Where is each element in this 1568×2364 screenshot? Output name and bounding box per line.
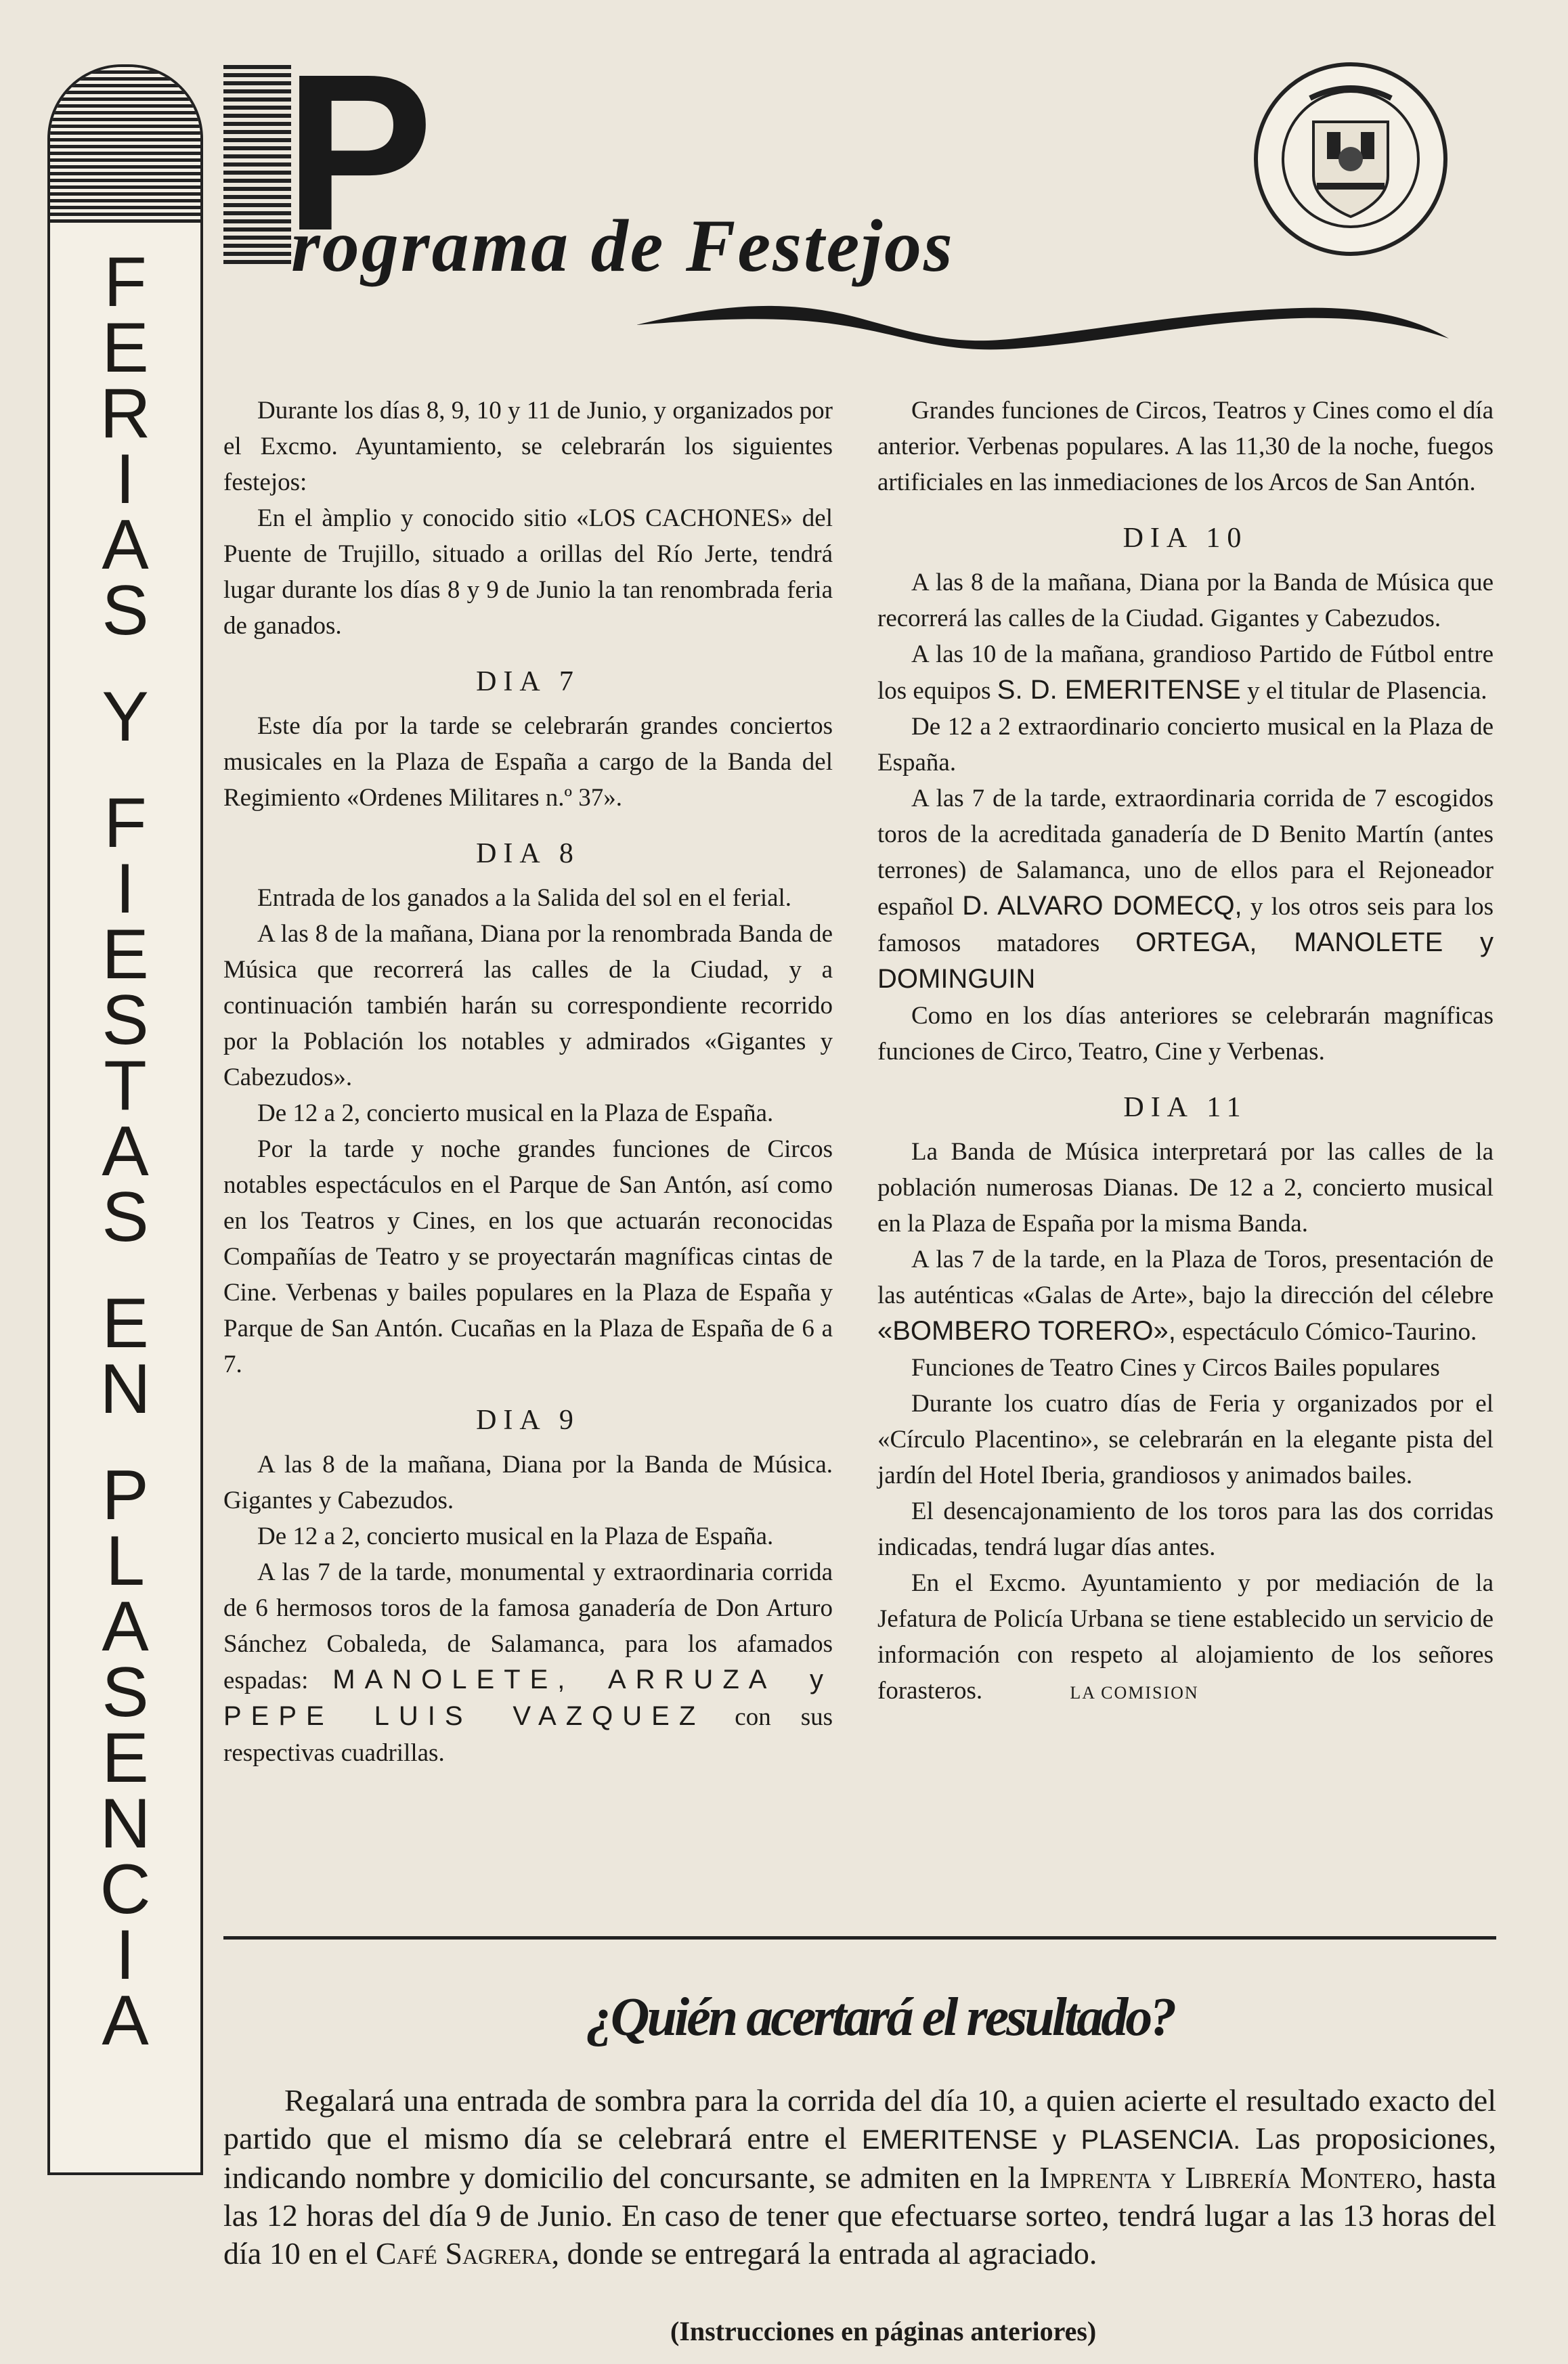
banner-letter: I [115, 440, 135, 519]
corrida-10-text: A las 7 de la tarde, extraordinaria corrida de 7 escogidos toros de la acreditada ganadería de D Benito Martín (antes terrones) de Salamanca, uno de ellos para el Rejoneador español [877, 785, 1494, 921]
day-7-heading: DIA 7 [476, 666, 580, 697]
contest-text-4: donde se entregará la entrada al agraciado. [567, 2236, 1097, 2271]
banner-letter: S [102, 981, 149, 1059]
continued-paragraph: Grandes funciones de Circos, Teatros y Cines como el día anterior. Verbenas populares. A las 11,30 de la noche, fuegos artificiales en las inmediaciones de los Arcos de San Antón. [877, 397, 1494, 496]
day-9-paragraph-2: De 12 a 2, concierto musical en la Plaza de España. [257, 1523, 774, 1550]
rejoneador-name: D. ALVARO DOMECQ, [962, 891, 1242, 921]
matadores-names: ORTEGA, MANOLETE y DOMINGUIN [877, 927, 1494, 994]
day-11-paragraph-5: El desencajonamiento de los toros para las dos corridas indicadas, tendrá lugar días antes. [877, 1497, 1494, 1561]
banner-letter: E [102, 1284, 149, 1363]
cattle-fair-paragraph: En el àmplio y conocido sitio «LOS CACHONES» del Puente de Trujillo, situado a orillas del Río Jerte, tendrá lugar durante los días 8 y 9 de Junio la tan renombrada feria de ganados. [223, 504, 833, 640]
day-11-paragraph-3: Funciones de Teatro Cines y Circos Bailes populares [911, 1354, 1440, 1382]
football-end-text: y el titular de Plasencia. [1247, 677, 1487, 705]
matadores-text: y los otros seis para los famosos matadores [877, 893, 1494, 957]
day-8-paragraph-3: De 12 a 2, concierto musical en la Plaza de España. [257, 1099, 774, 1127]
banner-letter: A [102, 1982, 149, 2060]
banner-letter: A [102, 1588, 149, 1666]
corrida-text: A las 7 de la tarde, monumental y extraordinaria corrida de 6 hermosos toros de la famosa ganadería de Don Arturo Sánchez Cobaleda, de Salamanca, para los afamados espadas: [223, 1558, 833, 1694]
day-10-paragraph-4 [877, 781, 1494, 998]
day-7-paragraph: Este día por la tarde se celebrarán grandes conciertos musicales en la Plaza de España a cargo de la Banda del Regimiento «Ordenes Militares n.º 37». [223, 712, 833, 812]
signoff: LA COMISION [1070, 1683, 1199, 1703]
day-10-paragraph-2 [877, 636, 1494, 709]
day-10-paragraph-1: A las 8 de la mañana, Diana por la Banda de Música que recorrerá las calles de la Ciudad. Gigantes y Cabezudos. [877, 569, 1494, 632]
title-initial: P [284, 27, 434, 277]
day-8-paragraph-1: Entrada de los ganados a la Salida del sol en el ferial. [257, 884, 792, 912]
banner-letter: N [100, 1785, 151, 1863]
information-text: En el Excmo. Ayuntamiento y por mediación de la Jefatura de Policía Urbana se tiene establecido un servicio de información con respeto al alojamiento de los señores forasteros. [877, 1569, 1494, 1705]
banner-letter: E [102, 1719, 149, 1797]
day-9-paragraph-3 [223, 1554, 833, 1771]
title-stripe-block [223, 61, 291, 264]
contest-headline: ¿Quién acertará el resultado? [586, 1988, 1175, 2047]
day-8-paragraph-4: Por la tarde y noche grandes funciones de Circos notables espectáculos en el Parque de San Antón, así como en los Teatros y Cines, en los que actuarán reconocidas Compañías de Teatro y se proyectarán magníficas cintas de Cine. Verbenas y bailes populares en la Plaza de España y Parque de San Antón. Cucañas en la Plaza de España de 6 a 7. [223, 1135, 833, 1378]
banner-stripes [50, 67, 200, 223]
day-11-heading: DIA 11 [1123, 1092, 1248, 1123]
banner-letter: T [104, 1047, 147, 1125]
banner-letter: S [102, 571, 149, 650]
team-name: S. D. EMERITENSE [997, 675, 1241, 705]
title-swash-ornament [636, 291, 1449, 352]
banner-letter: E [102, 309, 149, 387]
printer-name: Imprenta y Librería Montero, [1039, 2160, 1424, 2195]
football-text: A las 10 de la mañana, grandioso Partido de Fútbol entre los equipos [877, 640, 1494, 705]
banner-letter: N [100, 1350, 151, 1428]
banner-letter: A [102, 1112, 149, 1191]
day-11-paragraph-2 [877, 1242, 1494, 1350]
footer-note: (Instrucciones en páginas anteriores) [670, 2316, 1097, 2346]
bombero-torero: «BOMBERO TORERO», [877, 1316, 1176, 1346]
cafe-name: Café Sagrera, [375, 2236, 560, 2271]
contest-text-2: Las proposiciones, indicando nombre y domicilio del concursante, se admiten en la [223, 2121, 1497, 2195]
day-8-paragraph-2: A las 8 de la mañana, Diana por la renombrada Banda de Música que recorrerá las calles de la Ciudad, y a continuación también harán su correspondiente recorrido por la Población los notables y admirados «Gigantes y Cabezudos». [223, 920, 833, 1091]
day-8-heading: DIA 8 [476, 838, 580, 869]
espectaculo-text: espectáculo Cómico-Taurino. [1182, 1318, 1477, 1346]
galas-text: A las 7 de la tarde, en la Plaza de Toros, presentación de las auténticas «Galas de Arte», bajo la dirección del célebre [877, 1246, 1494, 1309]
bullfighters-names: MANOLETE, ARRUZA y PEPE LUIS VAZQUEZ [223, 1665, 833, 1731]
day-11-paragraph-6 [877, 1565, 1494, 1711]
contest-paragraph [223, 2082, 1496, 2273]
banner-letter: R [100, 374, 151, 453]
banner-letter: S [102, 1653, 149, 1732]
day-11-paragraph-1: La Banda de Música interpretará por las calles de la población numerosas Dianas. De 12 a 2, concierto musical en la Plaza de España por la misma Banda. [877, 1138, 1494, 1238]
banner-letter: L [106, 1522, 145, 1600]
contest-text-3: hasta las 12 horas del día 9 de Junio. En caso de tener que efectuarse sorteo, tendrá lugar a las 13 horas del día 10 en el [223, 2160, 1497, 2271]
banner-letter: F [104, 784, 147, 862]
right-column [877, 393, 1494, 1711]
day-9-paragraph-1: A las 8 de la mañana, Diana por la Banda de Música. Gigantes y Cabezudos. [223, 1451, 833, 1514]
day-10-paragraph-5: Como en los días anteriores se celebrarán magníficas funciones de Circo, Teatro, Cine y Verbenas. [877, 1002, 1494, 1066]
banner-text [50, 223, 200, 2060]
banner-letter: A [102, 506, 149, 584]
corrida-end-text: con sus respectivas cuadrillas. [223, 1703, 833, 1767]
day-11-paragraph-4: Durante los cuatro días de Feria y organizados por el «Círculo Placentino», se celebrarán en la elegante pista del jardín del Hotel Iberia, grandiosos y animados bailes. [877, 1390, 1494, 1489]
banner-letter: Y [102, 678, 149, 756]
banner-letter: I [115, 850, 135, 928]
banner-letter: C [100, 1850, 151, 1929]
page-title: rograma de Festejos [291, 204, 955, 287]
day-10-heading: DIA 10 [1123, 523, 1248, 554]
day-10-paragraph-3: De 12 a 2 extraordinario concierto musical en la Plaza de España. [877, 713, 1494, 776]
banner-letter: S [102, 1178, 149, 1256]
contest-text-1: Regalará una entrada de sombra para la corrida del día 10, a quien acierte el resultado exacto del partido que el mismo día se celebrará entre el [223, 2083, 1496, 2155]
vertical-banner [47, 64, 203, 2175]
teams-names: EMERITENSE y PLASENCIA. [861, 2125, 1241, 2155]
section-divider [223, 1936, 1496, 1940]
banner-letter: P [102, 1456, 149, 1535]
intro-paragraph: Durante los días 8, 9, 10 y 11 de Junio, y organizados por el Excmo. Ayuntamiento, se celebrarán los siguientes festejos: [223, 397, 833, 496]
left-column [223, 393, 833, 1771]
banner-letter: E [102, 915, 149, 994]
banner-letter: F [104, 243, 147, 322]
banner-letter: I [115, 1916, 135, 1994]
city-seal-emblem [1249, 58, 1452, 261]
day-9-heading: DIA 9 [476, 1405, 580, 1436]
